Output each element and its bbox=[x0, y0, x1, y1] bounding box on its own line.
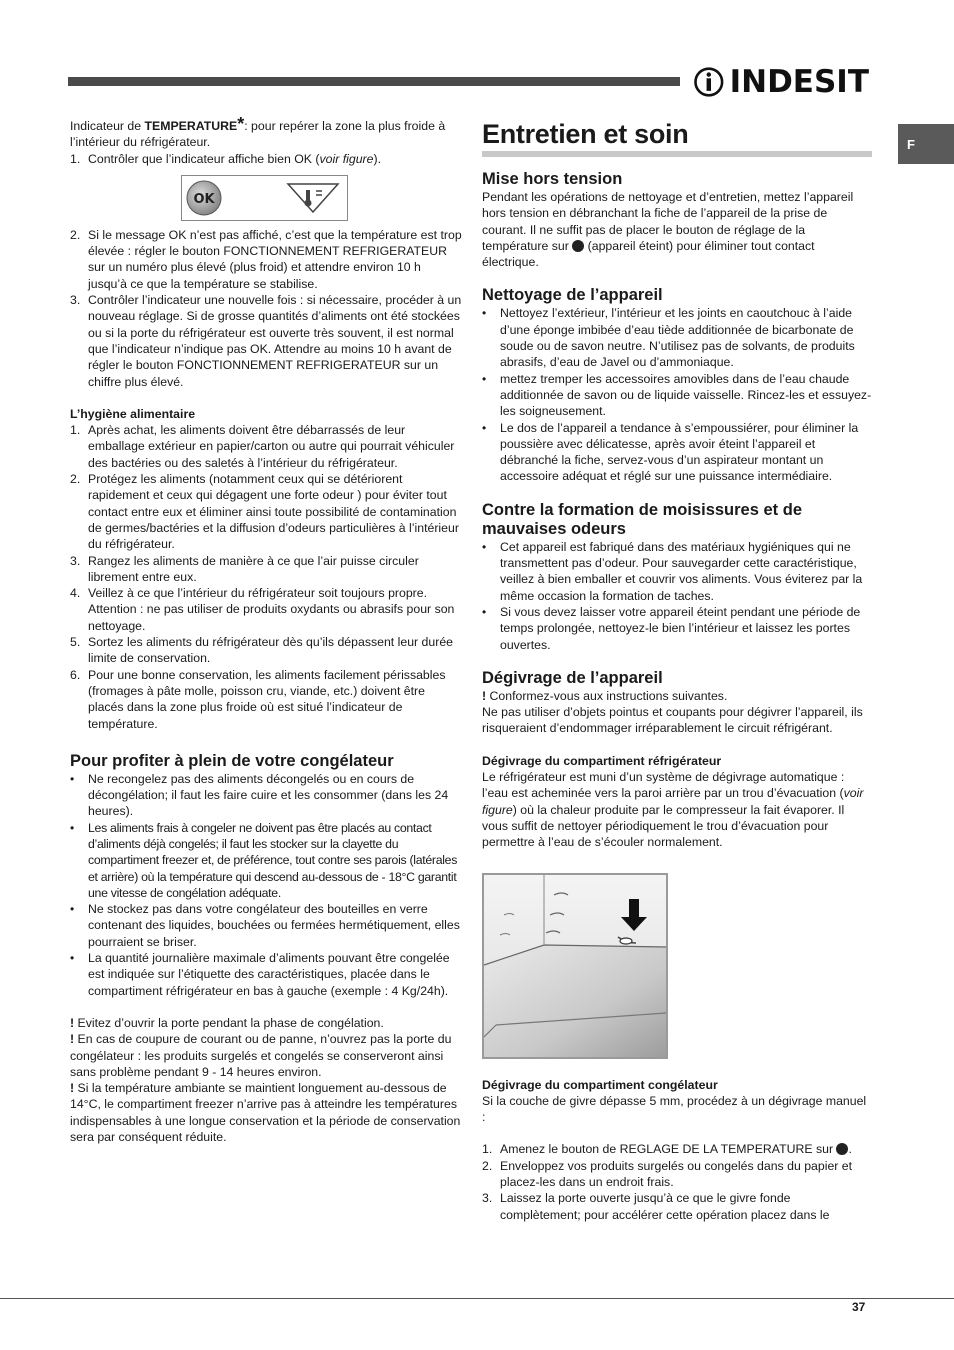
list-item: • Si vous devez laisser votre appareil éteint pendant une période de temps prolongée, nettoyez-le bien l’intérieur et laissez les portes ouvertes. bbox=[482, 604, 861, 652]
list-item: 5. Sortez les aliments du réfrigérateur dès qu’ils dépassent leur durée limite de conservation. bbox=[70, 635, 454, 666]
ok-indicator-icon bbox=[182, 176, 347, 220]
step-1: 1. Contrôler que l’indicateur affiche bien OK (voir figure). bbox=[70, 151, 382, 166]
warning-2: ! En cas de coupure de courant ou de panne, n’ouvrez pas la porte du congélateur : les produits surgelés et congelés se conserveront ainsi sans problème pendant 9 - 14 heures environ. bbox=[70, 1032, 452, 1079]
footer-rule bbox=[0, 1298, 954, 1299]
freezer-defrost-title: Dégivrage du compartiment congélateur bbox=[482, 1077, 718, 1092]
list-item: 3. Contrôler l’indicateur une nouvelle fois : si nécessaire, procéder à un nouveau réglage. Si de grosse quantités d’aliments ont été stockées ou si la porte du réfrigérateur est ouverte très souvent, il est normal que l’indicateur n’indique pas OK. Attendre au moins 10 h avant de régler le bouton FONCTIONNEMENT REFRIGERATEUR sur un chiffre plus élevé. bbox=[70, 293, 462, 389]
drain-hole-figure bbox=[482, 873, 668, 1059]
hygiene-list bbox=[70, 422, 462, 732]
header-bar bbox=[68, 77, 680, 86]
warning-3: ! Si la température ambiante se maintient longuement au-dessous de 14°C, le compartiment freezer n’arrive pas à atteindre les températures indispensables à une longue conservation et la période de conservation sera par conséquent réduite. bbox=[70, 1081, 461, 1145]
list-item: 2. Protégez les aliments (notamment ceux qui se détériorent rapidement et ceux qui dégagent une forte odeur ) pour éviter tout contact entre eux et éliminer ainsi toute possibilité de contamination de germes/bactéries et la diffusion d’odeurs particulières à l’intérieur du réfrigérateur. bbox=[70, 472, 459, 552]
mold-list bbox=[482, 539, 872, 653]
defrost-text: Ne pas utiliser d’objets pointus et coupants pour dégivrer l’appareil, ils risqueraient d’endommager irréparablement le circuit réfrigérant. bbox=[482, 705, 863, 736]
list-item: • Ne stockez pas dans votre congélateur des bouteilles en verre contenant des liquides, bouchées ou fermées hermétiquement, elles pourraient se briser. bbox=[70, 902, 460, 949]
list-item: • La quantité journalière maximale d’aliments pouvant être congelée est indiquée sur l’étiquette des caractéristiques, placée dans le compartiment réfrigérateur en bas à gauche (exemple : 4 Kg/24h). bbox=[70, 951, 450, 998]
list-item: 1. Amenez le bouton de REGLAGE DE LA TEMPERATURE sur . bbox=[482, 1142, 852, 1157]
clean-list bbox=[482, 305, 872, 484]
page-number: 37 bbox=[852, 1300, 866, 1314]
list-item: 6. Pour une bonne conservation, les aliments facilement périssables (fromages à pâte molle, poisson cru, viande, etc.) doivent être placés dans la zone plus froide où est situé l’indicateur de température. bbox=[70, 667, 446, 731]
list-item: 4. Veillez à ce que l’intérieur du réfrigérateur soit toujours propre. Attention : ne pas utiliser de produits oxydants ou abrasifs pour son nettoyage. bbox=[70, 586, 455, 633]
left-column bbox=[70, 114, 462, 1145]
freezer-defrost-steps bbox=[482, 1141, 872, 1222]
list-item: • Les aliments frais à congeler ne doivent pas être placés au contact d’aliments déjà congelés; il faut les stocker sur la clayette du compartiment freezer et, de préférence, tout contre ses parois (latérales et arrière) où la température qui descend au-dessous de - 18°C garantit une vitesse de congélation adéquate. bbox=[70, 820, 458, 900]
list-item: • Nettoyez l’extérieur, l’intérieur et les joints en caoutchouc à l’aide d’une éponge imbibée d’eau tiède additionnée de bicarbonate de soude ou de savon neutre. N’utilisez pas de solvants, de produits abrasifs, d’eau de Javel ou d’ammoniaque. bbox=[482, 306, 855, 370]
list-item: • Ne recongelez pas des aliments décongelés ou en cours de décongélation; il faut les faire cuire et les consommer (dans les 24 heures). bbox=[70, 771, 449, 819]
defrost-title: Dégivrage de l’appareil bbox=[482, 668, 663, 687]
steps-list bbox=[70, 227, 462, 390]
off-symbol-icon bbox=[836, 1143, 848, 1155]
clean-title: Nettoyage de l’appareil bbox=[482, 286, 663, 305]
list-item: 1. Après achat, les aliments doivent être débarrassés de leur emballage extérieur en papier/carton ou autre qui pourrait véhiculer des bactéries ou des saletés à l’intérieur du réfrigérateur. bbox=[70, 423, 455, 470]
list-item: 3. Rangez les aliments de manière à ce que l’air puisse circuler librement entre eux. bbox=[70, 553, 419, 584]
page-title: Entretien et soin bbox=[482, 119, 689, 149]
freezer-defrost-text: Si la couche de givre dépasse 5 mm, procédez à un dégivrage manuel : bbox=[482, 1093, 867, 1125]
power-text: Pendant les opérations de nettoyage et d’entretien, mettez l’appareil hors tension en débranchant la fiche de l’appareil de la prise de courant. Il ne suffit pas de placer le bouton de réglage de la température sur (appareil éteint) pour éliminer tout contact électrique. bbox=[482, 190, 854, 270]
freezer-title: Pour profiter à plein de votre congélateur bbox=[70, 751, 394, 770]
temperature-indicator-intro: Indicateur de TEMPERATURE*: pour repérer la zone la plus froide à l’intérieur du réfrigérateur. bbox=[70, 114, 446, 150]
defrost-warning: ! Conformez-vous aux instructions suivantes. bbox=[482, 688, 728, 703]
hygiene-title: L’hygiène alimentaire bbox=[70, 406, 196, 421]
drain-hole-illustration bbox=[484, 875, 666, 1057]
list-item: 2. Enveloppez vos produits surgelés ou congelés dans du papier et placez-les dans un endroit frais. bbox=[482, 1158, 853, 1189]
indesit-logo bbox=[694, 58, 869, 106]
freezer-list bbox=[70, 771, 462, 999]
list-item: • Le dos de l’appareil a tendance à s’empoussiérer, pour éliminer la poussière avec délicatesse, après avoir éteint l’appareil et débranché la fiche, servez-vous d’un aspirateur montant un accessoire adéquat et réglé sur une puissance intermédiaire. bbox=[482, 420, 859, 484]
right-column bbox=[482, 118, 872, 1223]
ok-indicator-figure bbox=[181, 175, 348, 221]
fridge-defrost-title: Dégivrage du compartiment réfrigérateur bbox=[482, 753, 722, 768]
list-item: • mettez tremper les accessoires amovibles dans de l’eau chaude additionnée de savon ou de liquide vaisselle. Rincez-les et essuyez-les soigneusement. bbox=[482, 371, 872, 419]
brand-name: INDESIT bbox=[729, 64, 869, 100]
warning-1: ! Evitez d’ouvrir la porte pendant la phase de congélation. bbox=[70, 1015, 384, 1030]
mold-title: Contre la formation de moisissures et de mauvaises odeurs bbox=[482, 500, 802, 538]
brand-i-icon bbox=[694, 60, 724, 104]
list-item: 3. Laissez la porte ouverte jusqu’à ce que le givre fonde complètement; pour accélérer cette opération placez dans le bbox=[482, 1191, 830, 1222]
ok-label: OK bbox=[193, 191, 215, 207]
off-symbol-icon bbox=[572, 240, 584, 252]
power-title: Mise hors tension bbox=[482, 170, 623, 188]
list-item: 2. Si le message OK n’est pas affiché, c’est que la température est trop élevée : régler le bouton FONCTIONNEMENT REFRIGERATEUR sur un numéro plus élevé (plus froid) et attendre environ 10 h jusqu’à ce que la température se stabilise. bbox=[70, 227, 462, 291]
language-tab: F bbox=[898, 124, 954, 164]
list-item: • Cet appareil est fabriqué dans des matériaux hygiéniques qui ne transmettent pas d’odeur. Pour sauvegarder cette caractéristique, veillez à bien emballer et couvrir vos aliments. Vous éviterez par la même occasion la formation de taches. bbox=[482, 539, 863, 603]
fridge-defrost-text: Le réfrigérateur est muni d’un système de dégivrage automatique : l’eau est acheminée vers la paroi arrière par un trou d’évacuation (voir figure) où la chaleur produite par le compresseur la fait évaporer. Il vous suffit de nettoyer périodiquement le trou d’évacuation pour permettre à l’eau de s’écouler normalement. bbox=[482, 770, 864, 850]
